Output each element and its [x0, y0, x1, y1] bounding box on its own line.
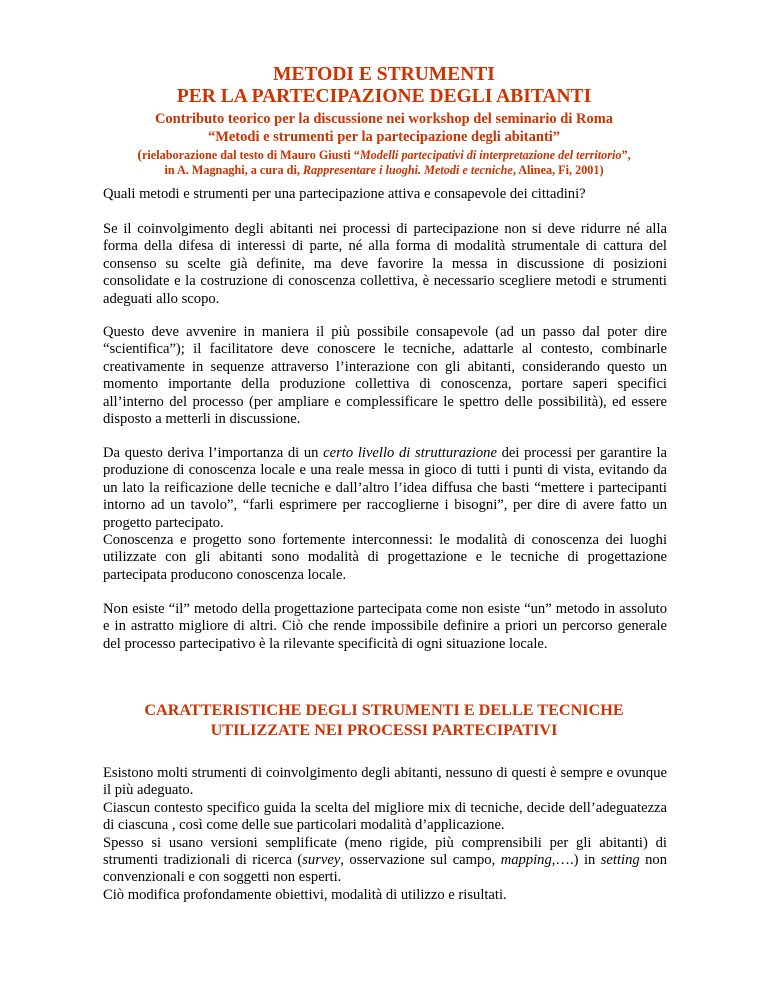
- section-heading-line-1: CARATTERISTICHE DEGLI STRUMENTI E DELLE TECNICHE: [144, 701, 624, 719]
- paragraph-method: Non esiste “il” metodo della progettazione partecipata come non esiste “un” metodo in assoluto e in astratto migliore di altri. Ciò che rende impossibile definire a priori un percorso generale del processo partecipativo è la rilevante specificità di ogni situazione locale.: [103, 601, 667, 652]
- section-text-4: Ciò modifica profondamente obiettivi, modalità di utilizzo e risultati.: [103, 886, 507, 903]
- title-line-1: METODI E STRUMENTI: [273, 64, 495, 85]
- section-heading-line-2: UTILIZZATE NEI PROCESSI PARTECIPATIVI: [210, 721, 558, 739]
- paragraph-involvement: Se il coinvolgimento degli abitanti nei processi di partecipazione non si deve ridurre né alla forma della difesa di interessi di parte, né alla forma di modalità strumentale di cattura del consenso su scelte già definite, ma deve favorire la messa in discussione di posizioni consolidate e la costruzione di conoscenza collettiva, è necessario scegliere metodi e strumenti adeguati allo scopo.: [103, 221, 667, 307]
- subtitle-line-2: “Metodi e strumenti per la partecipazione degli abitanti”: [207, 129, 561, 145]
- subtitle-line-1: Contributo teorico per la discussione nei workshop del seminario di Roma: [154, 111, 614, 127]
- credit-line-1: (rielaborazione dal testo di Mauro Giusti “Modelli partecipativi di interpretazione del territorio”,: [137, 148, 631, 163]
- document-subtitle: [0, 110, 768, 146]
- title-line-2: PER LA PARTECIPAZIONE DEGLI ABITANTI: [176, 86, 592, 107]
- section-body: [103, 765, 667, 904]
- section-heading: [0, 700, 768, 740]
- section-text-2: Ciascun contesto specifico guida la scelta del migliore mix di tecniche, decide dell’adeguatezza di ciascuna , così come delle sue particolari modalità d’applicazione.: [103, 799, 667, 834]
- paragraph-facilitator: Questo deve avvenire in maniera il più possibile consapevole (ad un passo dal poter dire “scientifica”); il facilitatore deve conoscere le tecniche, adattarle al contesto, combinarle creativamente in sequenze attraverso l’interazione con gli abitanti, considerando questo un momento importante della produzione collettiva di conoscenza, portare saperi specifici all’interno del processo (per ampliare e complessificare le spettro delle possibilità), ed essere disposto a metterli in discussione.: [103, 324, 667, 428]
- paragraph-knowledge-project: Conoscenza e progetto sono fortemente interconnessi: le modalità di conoscenza dei luoghi utilizzate con gli abitanti sono modalità di progettazione e le tecniche di progettazione partecipata producono conoscenza locale.: [103, 532, 667, 583]
- intro-question: Quali metodi e strumenti per una partecipazione attiva e consapevole dei cittadini?: [103, 186, 586, 202]
- source-credit: [0, 148, 768, 178]
- credit-line-2: in A. Magnaghi, a cura di, Rappresentare i luoghi. Metodi e tecniche, Alinea, Fi, 2001): [164, 163, 604, 177]
- section-text-3: Spesso si usano versioni semplificate (meno rigide, più comprensibili per gli abitanti) di strumenti tradizionali di ricerca (survey, osservazione sul campo, mapping,….) in setting non convenzionali e con soggetti non esperti.: [103, 834, 667, 886]
- section-text-1: Esistono molti strumenti di coinvolgimento degli abitanti, nessuno di questi è sempre e ovunque il più adeguato.: [103, 765, 667, 799]
- paragraph-structuring: Da questo deriva l’importanza di un certo livello di strutturazione dei processi per garantire la produzione di conoscenza locale e una reale messa in gioco di tutti i punti di vista, evitando da un lato la reificazione delle tecniche e dall’altro l’idea diffusa che basti “mettere i partecipanti intorno ad un tavolo”, “farli esprimere per raccoglierne i bisogni”, per dire di avere fatto un progetto partecipato.: [103, 445, 667, 531]
- document-title: [0, 64, 768, 108]
